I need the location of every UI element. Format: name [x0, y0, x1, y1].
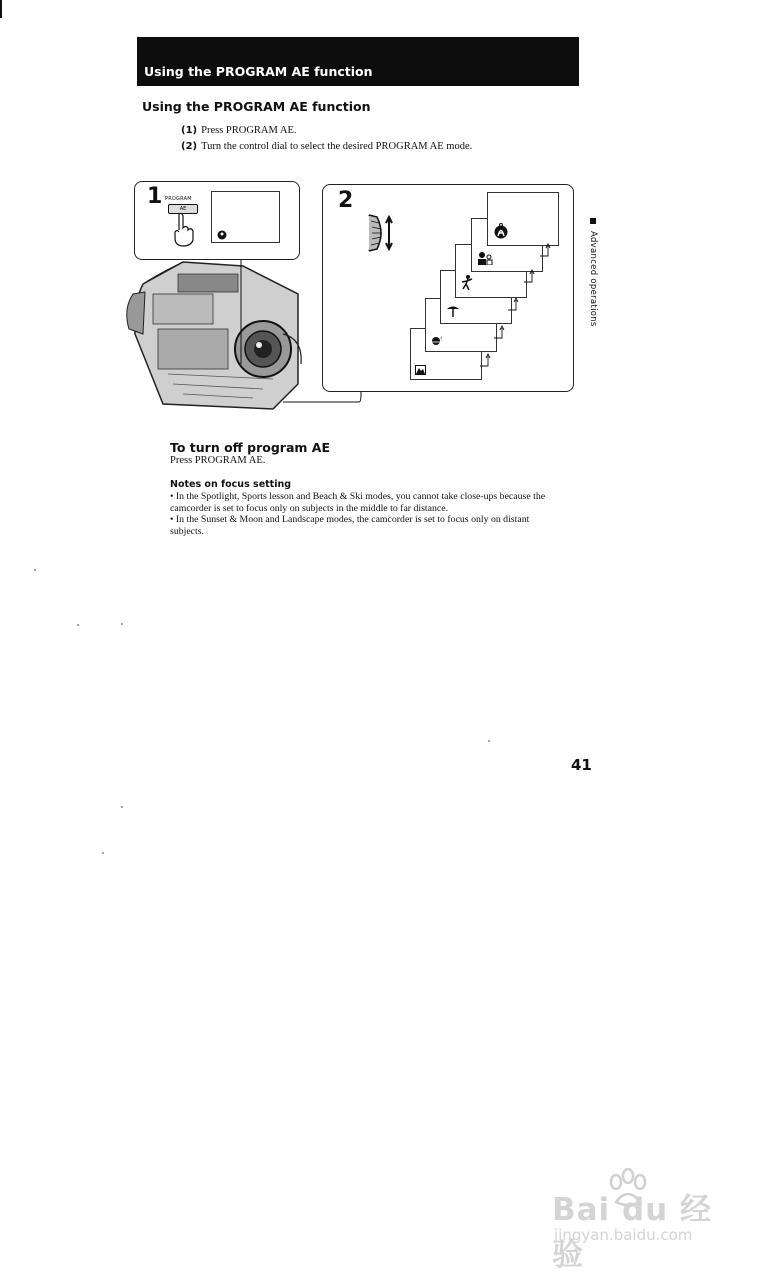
auto-lock-mode-icon: [493, 223, 509, 239]
mode-cycle-arrows: [478, 238, 558, 378]
step-2-number: 2: [338, 188, 354, 213]
turn-off-text: Press PROGRAM AE.: [170, 455, 266, 466]
section-title: Using the PROGRAM AE function: [142, 99, 371, 114]
watermark-url: jingyan.baidu.com: [554, 1226, 693, 1244]
pressing-finger-icon: [169, 212, 199, 248]
header-title: Using the PROGRAM AE function: [144, 64, 373, 79]
step-2: (2) Turn the control dial to select the desired PROGRAM AE mode.: [181, 141, 473, 152]
program-button-label: PROGRAM: [165, 196, 192, 202]
scan-speck: [121, 806, 123, 808]
note-item: • In the Sunset & Moon and Landscape modes, the camcorder is set to focus only on distant subjects.: [170, 514, 530, 537]
page-number: 41: [571, 756, 592, 774]
baidu-watermark: [552, 1178, 742, 1273]
scan-speck: [102, 852, 104, 854]
note-item: • In the Spotlight, Sports lesson and Beach & Ski modes, you cannot take close-ups because the camcorder is set to focus only on subjects in the middle to far distance.: [170, 491, 546, 514]
scan-speck: [77, 624, 79, 626]
step-1-number: 1: [147, 184, 163, 209]
side-tab-advanced-operations: Advanced operations: [588, 218, 598, 327]
turn-off-title: To turn off program AE: [170, 440, 330, 455]
scan-speck: [34, 569, 36, 571]
scan-edge-line: [0, 0, 2, 18]
notes-title: Notes on focus setting: [170, 479, 292, 490]
step-1: (1) Press PROGRAM AE.: [181, 125, 297, 136]
scan-speck: [121, 623, 123, 625]
watermark-brand: Bai du 经验: [552, 1192, 713, 1273]
step-1-lcd-screen: [211, 191, 280, 243]
control-dial-icon: [363, 211, 395, 255]
sports-lesson-mode-icon: [461, 275, 473, 291]
sunset-moon-mode-icon: [431, 335, 447, 345]
scan-speck: [488, 740, 490, 742]
side-tab-marker: [590, 218, 596, 224]
program-ae-button: AE: [168, 204, 198, 214]
beach-ski-mode-icon: [446, 305, 460, 317]
section-header-bar: [137, 37, 579, 86]
step-1-figure-box: [134, 181, 300, 260]
steps-list: [181, 123, 472, 155]
landscape-mode-icon: [415, 365, 426, 375]
notes-list: [170, 491, 560, 537]
auto-mode-icon: [217, 230, 227, 240]
